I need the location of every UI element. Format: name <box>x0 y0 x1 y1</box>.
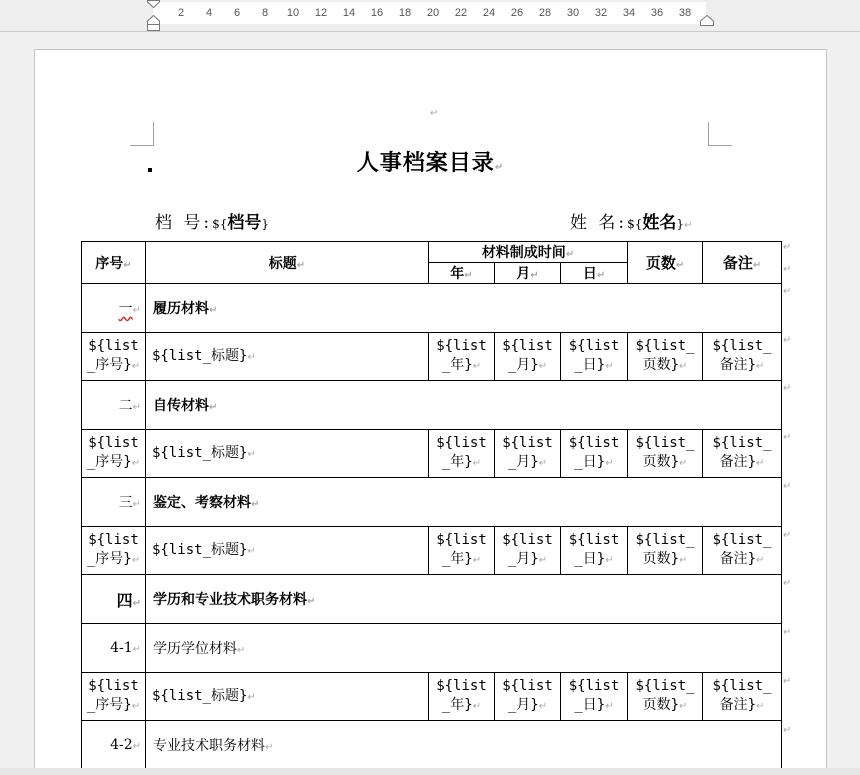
subsection-title-cell[interactable]: 学历学位材料↵ <box>146 624 782 673</box>
row-end-mark-icon: ↵ <box>783 627 792 638</box>
section-number-cell[interactable]: 三↵ <box>82 478 146 527</box>
margin-corner-top-right <box>708 122 732 146</box>
remarks-placeholder-cell[interactable]: ${list_ 备注}↵ <box>703 527 782 575</box>
subsection-row <box>82 624 782 673</box>
document-page[interactable] <box>34 49 827 775</box>
placeholder-row <box>82 527 782 575</box>
pages-placeholder-cell[interactable]: ${list_ 页数}↵ <box>628 430 703 478</box>
year-placeholder-cell[interactable]: ${list _年}↵ <box>429 333 495 381</box>
file-number-value: 档号 <box>227 213 262 233</box>
document-title[interactable] <box>35 146 826 177</box>
ruler-tick: 8 <box>261 7 269 19</box>
day-placeholder-cell[interactable]: ${list _日}↵ <box>561 673 628 721</box>
paragraph-mark-icon: ↵ <box>430 108 439 119</box>
status-bar <box>0 768 860 775</box>
header-year[interactable]: 年↵ <box>429 263 495 284</box>
row-end-mark-icon: ↵ <box>783 242 792 253</box>
seq-placeholder-cell[interactable]: ${list _序号}↵ <box>82 430 146 478</box>
file-number-field[interactable] <box>155 208 269 233</box>
row-end-mark-icon: ↵ <box>783 286 792 297</box>
section-number-cell[interactable]: 四↵ <box>82 575 146 624</box>
ruler-tick: 12 <box>314 7 328 19</box>
paragraph-mark-icon: ↵ <box>494 162 505 173</box>
ruler-scale <box>153 2 706 24</box>
ruler-tick: 16 <box>370 7 384 19</box>
ruler-tick: 32 <box>594 7 608 19</box>
subsection-number-cell[interactable]: 4-1↵ <box>82 624 146 673</box>
margin-corner-top-left <box>130 122 154 146</box>
remarks-placeholder-cell[interactable]: ${list_ 备注}↵ <box>703 430 782 478</box>
ruler-tick: 2 <box>177 7 185 19</box>
ruler-tick: 10 <box>286 7 300 19</box>
pages-placeholder-cell[interactable]: ${list_ 页数}↵ <box>628 333 703 381</box>
ruler-tick: 28 <box>538 7 552 19</box>
section-title-cell[interactable]: 鉴定、考察材料↵ <box>146 478 782 527</box>
day-placeholder-cell[interactable]: ${list _日}↵ <box>561 430 628 478</box>
placeholder-close: } <box>261 217 270 231</box>
name-value: 姓名 <box>642 213 677 233</box>
section-row <box>82 575 782 624</box>
header-title[interactable]: 标题↵ <box>146 242 429 284</box>
ruler-tick: 4 <box>205 7 213 19</box>
pages-placeholder-cell[interactable]: ${list_ 页数}↵ <box>628 673 703 721</box>
seq-placeholder-cell[interactable]: ${list _序号}↵ <box>82 527 146 575</box>
header-seq[interactable]: 序号↵ <box>82 242 146 284</box>
header-remarks[interactable]: 备注↵ <box>703 242 782 284</box>
horizontal-ruler <box>0 0 860 32</box>
ruler-tick: 30 <box>566 7 580 19</box>
year-placeholder-cell[interactable]: ${list _年}↵ <box>429 673 495 721</box>
title-placeholder-cell[interactable]: ${list_标题}↵ <box>146 527 429 575</box>
month-placeholder-cell[interactable]: ${list _月}↵ <box>495 333 561 381</box>
title-text: 人事档案目录 <box>356 150 495 176</box>
ruler-tick: 14 <box>342 7 356 19</box>
name-label: 姓 名: <box>570 213 628 233</box>
header-pages[interactable]: 页数↵ <box>628 242 703 284</box>
row-end-mark-icon: ↵ <box>783 335 792 346</box>
header-day[interactable]: 日↵ <box>561 263 628 284</box>
ruler-tick: 24 <box>482 7 496 19</box>
month-placeholder-cell[interactable]: ${list _月}↵ <box>495 430 561 478</box>
placeholder-row <box>82 430 782 478</box>
ruler-tick: 18 <box>398 7 412 19</box>
day-placeholder-cell[interactable]: ${list _日}↵ <box>561 333 628 381</box>
row-end-mark-icon: ↵ <box>783 481 792 492</box>
ruler-tick: 6 <box>233 7 241 19</box>
title-placeholder-cell[interactable]: ${list_标题}↵ <box>146 333 429 381</box>
ruler-tick: 36 <box>650 7 664 19</box>
ruler-tick: 26 <box>510 7 524 19</box>
hanging-indent-marker-icon[interactable] <box>147 15 160 31</box>
name-field[interactable] <box>570 208 692 233</box>
row-end-mark-icon: ↵ <box>783 578 792 589</box>
header-row <box>82 242 782 263</box>
section-number-cell[interactable]: 一↵ <box>82 284 146 333</box>
title-placeholder-cell[interactable]: ${list_标题}↵ <box>146 673 429 721</box>
ruler-tick: 20 <box>426 7 440 19</box>
header-month[interactable]: 月↵ <box>495 263 561 284</box>
right-indent-marker-icon[interactable] <box>700 15 714 26</box>
section-row <box>82 284 782 333</box>
seq-placeholder-cell[interactable]: ${list _序号}↵ <box>82 673 146 721</box>
paragraph-mark-icon: ↵ <box>684 220 693 231</box>
remarks-placeholder-cell[interactable]: ${list_ 备注}↵ <box>703 333 782 381</box>
month-placeholder-cell[interactable]: ${list _月}↵ <box>495 527 561 575</box>
section-number-cell[interactable]: 二↵ <box>82 381 146 430</box>
placeholder-row <box>82 333 782 381</box>
subsection-row <box>82 721 782 770</box>
year-placeholder-cell[interactable]: ${list _年}↵ <box>429 430 495 478</box>
remarks-placeholder-cell[interactable]: ${list_ 备注}↵ <box>703 673 782 721</box>
pages-placeholder-cell[interactable]: ${list_ 页数}↵ <box>628 527 703 575</box>
row-end-mark-icon: ↵ <box>783 676 792 687</box>
title-placeholder-cell[interactable]: ${list_标题}↵ <box>146 430 429 478</box>
subsection-number-cell[interactable]: 4-2↵ <box>82 721 146 770</box>
section-row <box>82 478 782 527</box>
first-line-indent-marker-icon[interactable] <box>147 0 160 8</box>
row-end-mark-icon: ↵ <box>783 530 792 541</box>
archive-catalog-table <box>81 241 782 770</box>
ruler-tick: 22 <box>454 7 468 19</box>
placeholder-open: ${ <box>212 217 228 231</box>
section-title-cell[interactable]: 自传材料↵ <box>146 381 782 430</box>
row-end-mark-icon: ↵ <box>783 264 792 275</box>
file-number-label: 档 号: <box>155 213 213 233</box>
header-date-group[interactable]: 材料制成时间↵ <box>429 242 628 263</box>
section-row <box>82 381 782 430</box>
row-end-mark-icon: ↵ <box>783 432 792 443</box>
section-title-cell[interactable]: 学历和专业技术职务材料↵ <box>146 575 782 624</box>
row-end-mark-icon: ↵ <box>783 725 792 736</box>
placeholder-close: } <box>676 217 685 231</box>
seq-placeholder-cell[interactable]: ${list _序号}↵ <box>82 333 146 381</box>
placeholder-open: ${ <box>627 217 643 231</box>
year-placeholder-cell[interactable]: ${list _年}↵ <box>429 527 495 575</box>
ruler-tick: 38 <box>678 7 692 19</box>
subsection-title-cell[interactable]: 专业技术职务材料↵ <box>146 721 782 770</box>
month-placeholder-cell[interactable]: ${list _月}↵ <box>495 673 561 721</box>
day-placeholder-cell[interactable]: ${list _日}↵ <box>561 527 628 575</box>
ruler-tick: 34 <box>622 7 636 19</box>
placeholder-row <box>82 673 782 721</box>
section-title-cell[interactable]: 履历材料↵ <box>146 284 782 333</box>
row-end-mark-icon: ↵ <box>783 383 792 394</box>
